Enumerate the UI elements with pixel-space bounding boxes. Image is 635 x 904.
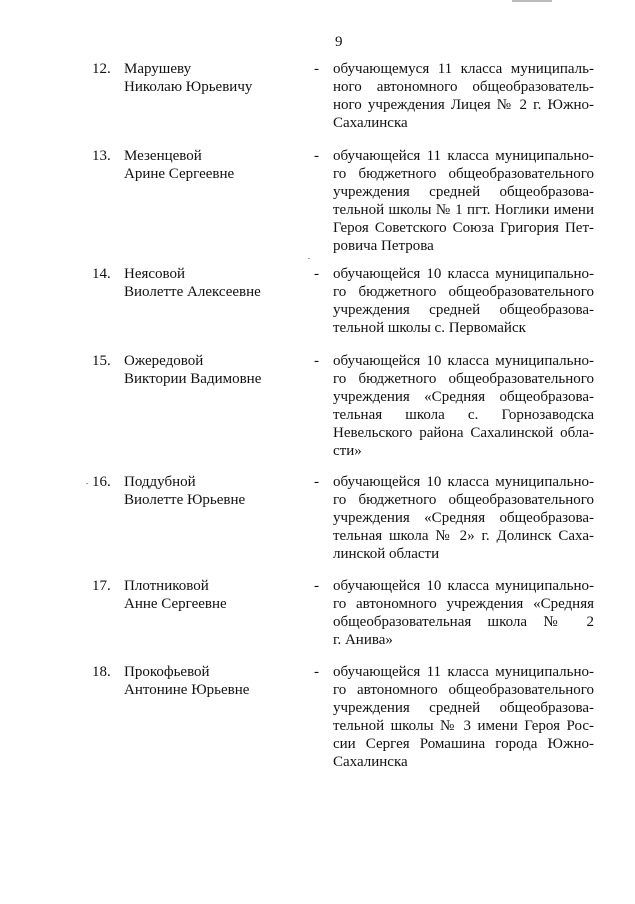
entry-dash: - xyxy=(314,664,319,680)
description-line: обучающейся 10 класса муниципально- xyxy=(333,353,594,369)
recipient-name-line: Марушеву xyxy=(124,61,192,77)
recipient-name-line: Плотниковой xyxy=(124,578,209,594)
entry-dash: - xyxy=(314,266,319,282)
entry-number: 14. xyxy=(92,266,111,282)
description-line: учреждения средней общеобразова- xyxy=(333,184,594,200)
description-line: тельной школы № 3 имени Героя Рос- xyxy=(333,718,594,734)
recipient-description xyxy=(333,663,594,771)
description-line: сии Сергея Ромашина города Южно- xyxy=(333,736,594,752)
entry-number: 16. xyxy=(92,474,111,490)
entry-dash: - xyxy=(314,353,319,369)
description-line: Сахалинска xyxy=(333,754,408,770)
description-line: Невельского района Сахалинской обла- xyxy=(333,425,594,441)
description-line: обучающейся 10 класса муниципально- xyxy=(333,578,594,594)
description-line: го бюджетного общеобразовательного xyxy=(333,284,594,300)
description-line: Героя Советского Союза Григория Пет- xyxy=(333,220,594,236)
page-number: 9 xyxy=(335,34,343,50)
description-line: общеобразовательная школа № 2 xyxy=(333,614,594,630)
entry-number: 15. xyxy=(92,353,111,369)
scan-speck xyxy=(308,258,310,259)
entry-number: 12. xyxy=(92,61,111,77)
recipient-name-line: Анне Сергеевне xyxy=(124,596,227,612)
entry-number: 17. xyxy=(92,578,111,594)
description-line: сти» xyxy=(333,443,362,459)
recipient-name-line: Прокофьевой xyxy=(124,664,210,680)
description-line: ного учреждения Лицея № 2 г. Южно- xyxy=(333,97,594,113)
recipient-name xyxy=(124,663,304,699)
recipient-name-line: Николаю Юрьевичу xyxy=(124,79,253,95)
scan-edge-mark xyxy=(512,0,552,2)
recipient-name xyxy=(124,577,304,613)
recipient-description xyxy=(333,352,594,460)
description-line: линской области xyxy=(333,546,440,562)
recipient-name xyxy=(124,352,304,388)
description-line: го автономного учреждения «Средняя xyxy=(333,596,594,612)
recipient-name xyxy=(124,473,304,509)
entry-dash: - xyxy=(314,148,319,164)
entry-number: 13. xyxy=(92,148,111,164)
entry-dash: - xyxy=(314,474,319,490)
description-line: тельная школа № 2» г. Долинск Саха- xyxy=(333,528,594,544)
recipient-name xyxy=(124,265,304,301)
entry-dash: - xyxy=(314,61,319,77)
description-line: г. Анива» xyxy=(333,632,393,648)
description-line: ровича Петрова xyxy=(333,238,434,254)
recipient-description xyxy=(333,265,594,337)
description-line: обучающейся 11 класса муниципально- xyxy=(333,664,594,680)
recipient-name-line: Виолетте Юрьевне xyxy=(124,492,246,508)
recipient-description xyxy=(333,577,594,649)
description-line: учреждения средней общеобразова- xyxy=(333,700,594,716)
recipient-name-line: Поддубной xyxy=(124,474,196,490)
scan-speck xyxy=(86,483,88,484)
description-line: го бюджетного общеобразовательного xyxy=(333,166,594,182)
description-line: го бюджетного общеобразовательного xyxy=(333,492,594,508)
recipient-description xyxy=(333,147,594,255)
description-line: обучающейся 10 класса муниципально- xyxy=(333,474,594,490)
description-line: тельной школы с. Первомайск xyxy=(333,320,526,336)
description-line: обучающейся 10 класса муниципально- xyxy=(333,266,594,282)
recipient-name-line: Мезенцевой xyxy=(124,148,202,164)
description-line: го бюджетного общеобразовательного xyxy=(333,371,594,387)
description-line: Сахалинска xyxy=(333,115,408,131)
recipient-name-line: Виолетте Алексеевне xyxy=(124,284,261,300)
description-line: обучающейся 11 класса муниципально- xyxy=(333,148,594,164)
recipient-description xyxy=(333,473,594,563)
recipient-name-line: Антонине Юрьевне xyxy=(124,682,250,698)
recipient-name-line: Арине Сергеевне xyxy=(124,166,235,182)
recipient-name-line: Неясовой xyxy=(124,266,186,282)
recipient-name-line: Виктории Вадимовне xyxy=(124,371,262,387)
recipient-name-line: Ожередовой xyxy=(124,353,204,369)
description-line: тельной школы № 1 пгт. Ноглики имени xyxy=(333,202,594,218)
description-line: обучающемуся 11 класса муниципаль- xyxy=(333,61,594,77)
entry-number: 18. xyxy=(92,664,111,680)
description-line: тельная школа с. Горнозаводска xyxy=(333,407,594,423)
recipient-name xyxy=(124,60,304,96)
description-line: го автономного общеобразовательного xyxy=(333,682,594,698)
description-line: учреждения «Средняя общеобразова- xyxy=(333,510,594,526)
description-line: ного автономного общеобразователь- xyxy=(333,79,594,95)
recipient-description xyxy=(333,60,594,132)
description-line: учреждения «Средняя общеобразова- xyxy=(333,389,594,405)
entry-dash: - xyxy=(314,578,319,594)
description-line: учреждения средней общеобразова- xyxy=(333,302,594,318)
recipient-name xyxy=(124,147,304,183)
